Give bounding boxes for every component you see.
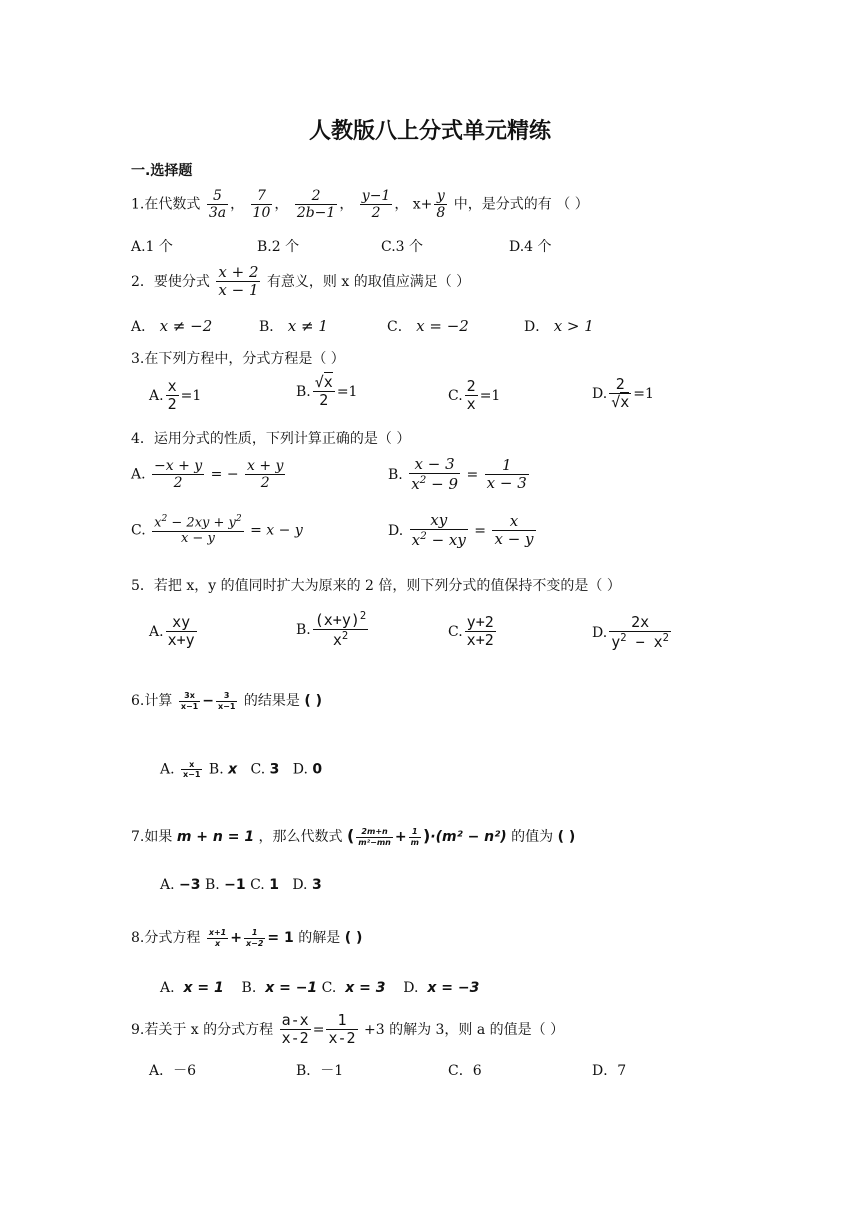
fraction: $\frac{2}{2b-1}$: [296, 188, 336, 222]
question-1-prefix: 1.在代数式: [131, 196, 201, 213]
option-d: D． x > 1: [524, 317, 594, 335]
question-2: [131, 264, 470, 300]
question-3: 3.在下列方程中，分式方程是（ ）: [131, 351, 345, 367]
option-b: B． x ≠ 1: [259, 317, 328, 335]
option-d: D．7: [592, 1063, 627, 1079]
option-c: C.3 个: [381, 239, 424, 255]
option-c: C．6: [448, 1063, 482, 1079]
option-c: C. $\frac{2}{x}$ =1: [448, 377, 501, 414]
option-c: C． x = −2: [387, 317, 469, 335]
fraction: $\frac{5}{3a}$: [208, 188, 227, 222]
section-heading: 一.选择题: [131, 163, 193, 179]
question-2-suffix: 有意义，则 x 的取值应满足（ ）: [266, 273, 471, 290]
fraction: $\frac{y-1}{2}$: [361, 188, 391, 222]
question-9: 9.若关于 x 的分式方程 $\frac{a-x}{x-2}$ = $\frac{1}{x-2}$ +3 的解为 3，则 a 的值是（ ）: [131, 1011, 565, 1048]
option-d: D. $\frac{2}{√x}$ =1: [592, 375, 654, 412]
question-5: 5．若把 x，y 的值同时扩大为原来的 2 倍，则下列分式的值保持不变的是（ ）: [131, 578, 621, 594]
question-4: 4．运用分式的性质，下列计算正确的是（ ）: [131, 431, 411, 447]
option-d: D. $\frac{xy}{x^2 - xy}$ = $\frac{x}{x - y}$: [388, 511, 534, 550]
question-7: 7.如果 m + n = 1 ，那么代数式 ( $\frac{2m+n}{\text{m²−mn}}$ + $\frac{1}{m}$ )·(m² − n²) 的值为 ( ): [131, 826, 576, 847]
option-a: A. $\frac{x}{2}$ =1: [149, 377, 202, 414]
option-b: B. $\frac{(x+y)^2}{x^2}$: [296, 610, 367, 650]
option-a: A. $\frac{-x + y}{2}$ = − $\frac{x + y}{2}$: [131, 458, 284, 492]
question-1: 1.在代数式 $\frac{5}{3a}$ ， $\frac{7}{10}$ ， $\frac{2}{2b-1}$ ， $\frac{y-1}{2}$ ， x+ $\frac{y}{8}$ 中，是分式的有 （ ）: [131, 188, 589, 222]
fraction: $\frac{x + 2}{x - 1}$: [218, 263, 259, 300]
option-a: A. $\frac{xy}{x+y}$: [149, 613, 195, 650]
option-b: B．－1: [296, 1063, 344, 1079]
question-1-suffix: 中，是分式的有 （ ）: [453, 196, 589, 213]
question-6: 6.计算 $\frac{3x}{x-1}$ − $\frac{3}{x-1}$ 的结果是 ( ): [131, 691, 322, 711]
option-c: C. $\frac{y+2}{x+2}$: [448, 613, 494, 650]
question-8-options: A. x = 1 B. x = −1 C. x = 3 D. x = −3: [160, 980, 480, 996]
question-6-options: A. $\frac{x}{x-1}$ B. x C. 3 D. 0: [160, 760, 323, 780]
option-b: B. $\frac{x - 3}{x^2 - 9}$ = $\frac{1}{x - 3}$: [388, 455, 527, 494]
question-8: 8.分式方程 $\frac{x+1}{x}$ + $\frac{1}{x-2}$ = 1 的解是 ( ): [131, 928, 363, 948]
option-a: A.1 个: [131, 239, 173, 255]
question-7-options: A. −3 B. −1 C. 1 D. 3: [160, 877, 322, 893]
page-title: 人教版八上分式单元精练: [308, 119, 551, 144]
option-d: D.4 个: [509, 239, 552, 255]
fraction: $\frac{y}{8}$: [436, 188, 446, 222]
option-d: D. $\frac{2x}{y^2 - x^2}$: [592, 613, 669, 652]
fraction: $\frac{7}{10}$: [252, 188, 271, 222]
option-a: A． x ≠ −2: [131, 317, 213, 335]
option-b: B. $\frac{√x}{2}$ =1: [296, 373, 358, 410]
option-b: B.2 个: [257, 239, 300, 255]
question-2-prefix: 2．要使分式: [131, 273, 210, 290]
option-c: C. $\frac{x^2 - 2xy + y^2}{x - y}$ = x − y: [131, 514, 303, 547]
option-a: A．－6: [149, 1063, 197, 1079]
